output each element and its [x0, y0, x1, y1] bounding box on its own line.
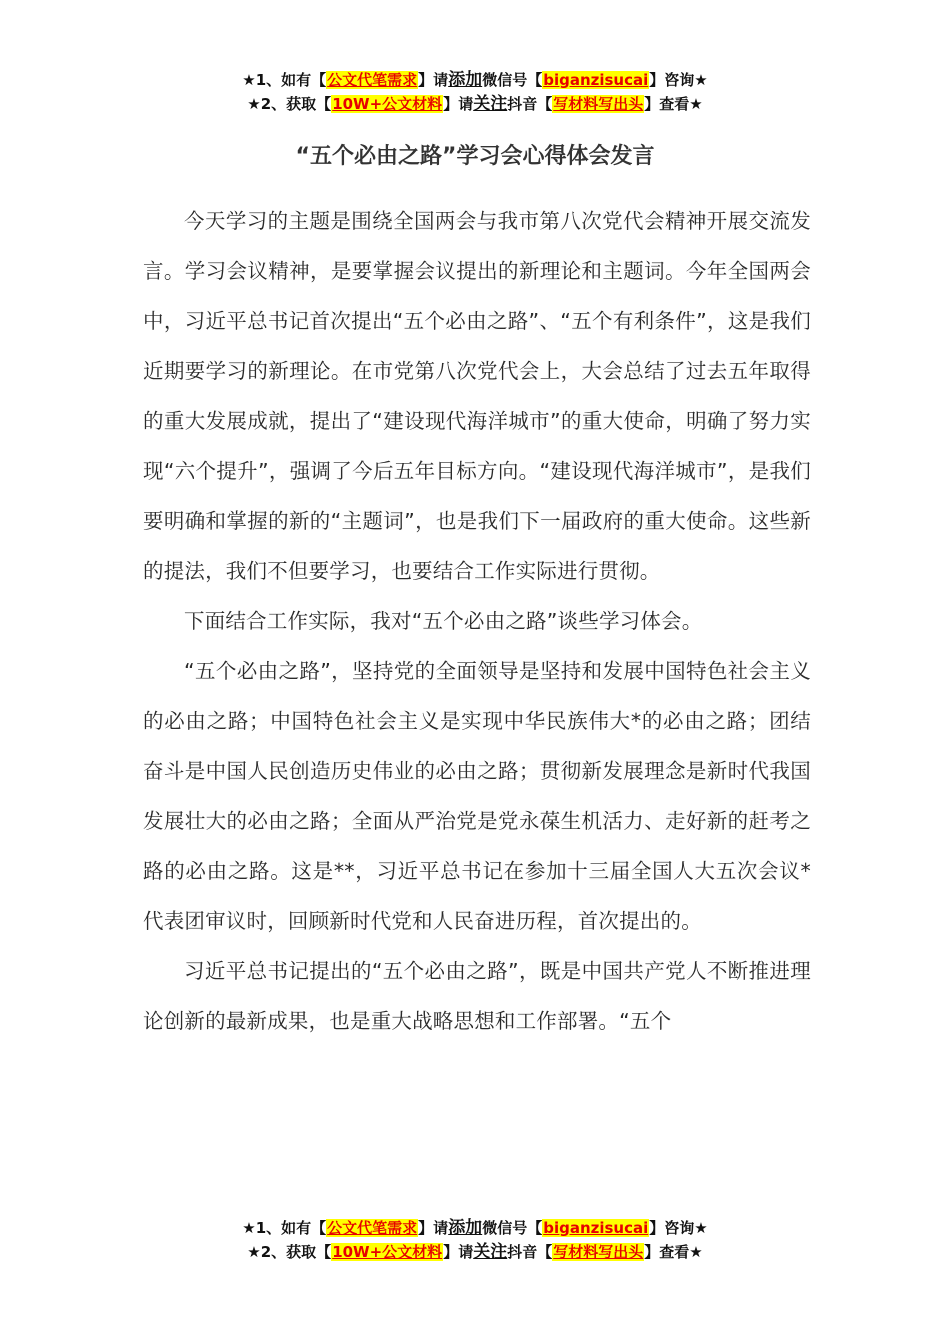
header-promo-line-1	[0, 68, 950, 92]
promo-account-name: 写材料写出头	[553, 95, 644, 113]
promo-highlight: 公文代笔需求	[327, 71, 418, 89]
promo-text: ★1、如有【	[242, 1219, 327, 1237]
promo-text: 抖音【	[507, 95, 553, 113]
promo-text: ★1、如有【	[242, 71, 327, 89]
paragraph-2: 下面结合工作实际，我对“五个必由之路”谈些学习体会。	[184, 609, 703, 633]
promo-text: 】请	[443, 1243, 474, 1261]
promo-text: 】查看★	[644, 95, 703, 113]
footer-promo-line-2	[0, 1240, 950, 1264]
document-body	[143, 196, 811, 1046]
footer-promo	[0, 1216, 950, 1264]
promo-highlight: 10W+公文材料	[332, 95, 443, 113]
promo-text: 】请	[418, 1219, 449, 1237]
promo-highlight: 10W+公文材料	[332, 1243, 443, 1261]
promo-emphasis: 关注	[473, 1242, 508, 1262]
promo-text: 】咨询★	[649, 1219, 708, 1237]
promo-emphasis: 添加	[448, 70, 483, 90]
promo-text: 】请	[443, 95, 474, 113]
paragraph-3: “五个必由之路”，坚持党的全面领导是坚持和发展中国特色社会主义的必由之路；中国特色社会主义是实现中华民族伟大*的必由之路；团结奋斗是中国人民创造历史伟业的必由之路；贯彻新发展理念是新时代我国发展壮大的必由之路；全面从严治党是党永葆生机活力、走好新的赶考之路的必由之路。这是**，习近平总书记在参加十三届全国人大五次会议*代表团审议时，回顾新时代党和人民奋进历程，首次提出的。	[143, 659, 811, 933]
paragraph-4: 习近平总书记提出的“五个必由之路”，既是中国共产党人不断推进理论创新的最新成果，也是重大战略思想和工作部署。“五个	[143, 959, 811, 1033]
promo-account-name: 写材料写出头	[553, 1243, 644, 1261]
promo-text: ★2、获取【	[247, 95, 332, 113]
promo-wechat-id: biganzisucai	[543, 1219, 649, 1237]
promo-emphasis: 关注	[473, 94, 508, 114]
paragraph-1: 今天学习的主题是围绕全国两会与我市第八次党代会精神开展交流发言。学习会议精神，是要掌握会议提出的新理论和主题词。今年全国两会中，习近平总书记首次提出“五个必由之路”、“五个有利条件”，这是我们近期要学习的新理论。在市党第八次党代会上，大会总结了过去五年取得的重大发展成就，提出了“建设现代海洋城市”的重大使命，明确了努力实现“六个提升”，强调了今后五年目标方向。“建设现代海洋城市”，是我们要明确和掌握的新的“主题词”，也是我们下一届政府的重大使命。这些新的提法，我们不但要学习，也要结合工作实际进行贯彻。	[143, 209, 811, 583]
header-promo	[0, 68, 950, 116]
promo-highlight: 公文代笔需求	[327, 1219, 418, 1237]
promo-text: 】咨询★	[649, 71, 708, 89]
document-title: “五个必由之路”学习会心得体会发言	[295, 144, 655, 169]
footer-promo-line-1	[0, 1216, 950, 1240]
promo-text: 】查看★	[644, 1243, 703, 1261]
promo-text: 微信号【	[482, 1219, 543, 1237]
promo-emphasis: 添加	[448, 1218, 483, 1238]
promo-text: ★2、获取【	[247, 1243, 332, 1261]
header-promo-line-2	[0, 92, 950, 116]
promo-text: 抖音【	[507, 1243, 553, 1261]
promo-text: 】请	[418, 71, 449, 89]
promo-wechat-id: biganzisucai	[543, 71, 649, 89]
promo-text: 微信号【	[482, 71, 543, 89]
